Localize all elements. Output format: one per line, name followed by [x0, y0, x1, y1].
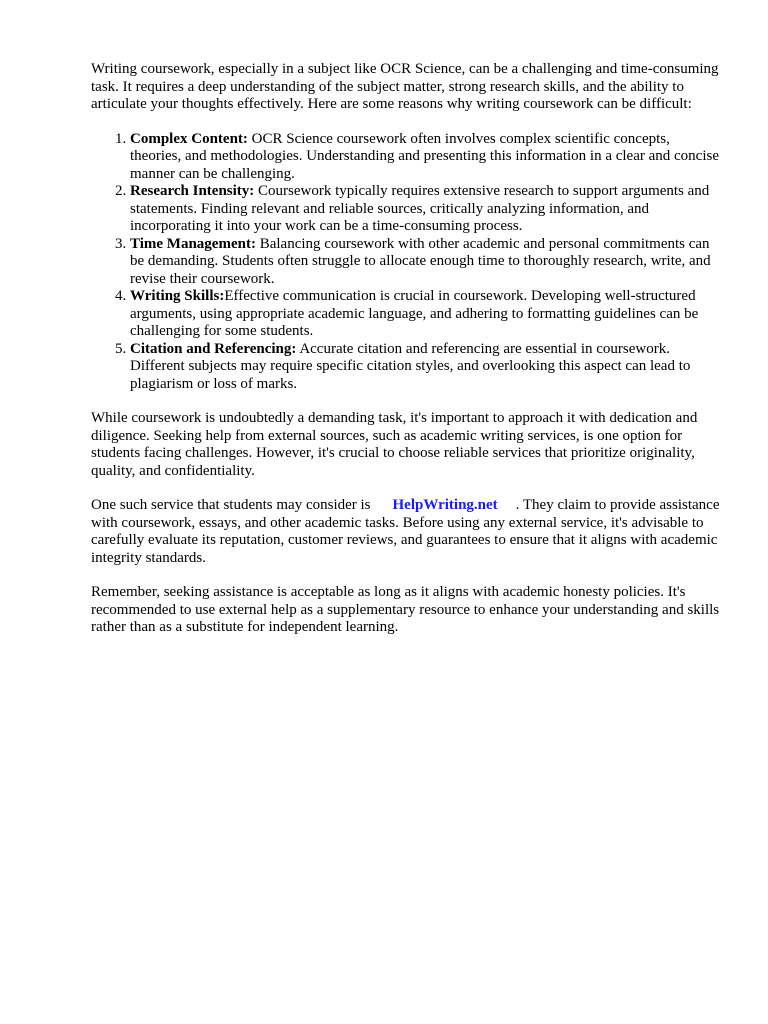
dedication-paragraph: While coursework is undoubtedly a demanding task, it's important to approach it with dedication and diligence. Seeking help from external sources, such as academic writing services, is one option for students facing challenges. However, it's crucial to choose reliable services that prioritize originality, quality, and confidentiality.	[91, 410, 698, 479]
list-item	[130, 183, 721, 236]
list-item	[130, 341, 721, 394]
list-item-term: Time Management:	[130, 235, 256, 252]
list-item-term: Complex Content:	[130, 130, 248, 147]
list-item-text: Effective communication is crucial in coursework. Developing well-structured arguments, using appropriate academic language, and adhering to formatting guidelines can be challenging for some students.	[130, 288, 699, 339]
service-paragraph	[91, 497, 721, 567]
list-item	[130, 288, 721, 341]
closing-paragraph: Remember, seeking assistance is acceptable as long as it aligns with academic honesty policies. It's recommended to use external help as a supplementary resource to enhance your understanding and skills rather than as a substitute for independent learning.	[91, 584, 720, 635]
document-body	[91, 61, 721, 654]
list-item-text: Balancing coursework with other academic and personal commitments can be demanding. Students often struggle to allocate enough time to thoroughly research, write, and revise their coursework.	[130, 235, 711, 287]
list-item-term: Citation and Referencing:	[130, 340, 297, 357]
service-text-after-link: . They claim to provide assistance with coursework, essays, and other academic tasks. Before using any external service, it's advisable to carefully evaluate its reputation, customer reviews, and guarantees to ensure that it aligns with academic integrity standards.	[91, 497, 720, 566]
list-item-text: OCR Science coursework often involves complex scientific concepts, theories, and methodologies. Understanding and presenting this information in a clear and concise manner can be challenging.	[130, 130, 720, 182]
list-item-text: Coursework typically requires extensive research to support arguments and statements. Finding relevant and reliable sources, critically analyzing information, and incorporating it into your work can be a time-consuming process.	[130, 183, 710, 234]
intro-paragraph: Writing coursework, especially in a subject like OCR Science, can be a challenging and time-consuming task. It requires a deep understanding of the subject matter, strong research skills, and the ability to articulate your thoughts effectively. Here are some reasons why writing coursework can be difficult:	[91, 61, 719, 112]
list-item	[130, 236, 721, 289]
service-text-before-link: One such service that students may consider is	[91, 497, 371, 513]
list-item-text: Accurate citation and referencing are essential in coursework. Different subjects may require specific citation styles, and overlooking this aspect can lead to plagiarism or loss of marks.	[130, 340, 691, 392]
list-item	[130, 131, 721, 184]
list-item-term: Research Intensity:	[130, 183, 255, 199]
reasons-list	[91, 131, 721, 394]
helpwriting-link[interactable]: HelpWriting.net	[392, 497, 498, 513]
list-item-term: Writing Skills:	[130, 288, 225, 304]
